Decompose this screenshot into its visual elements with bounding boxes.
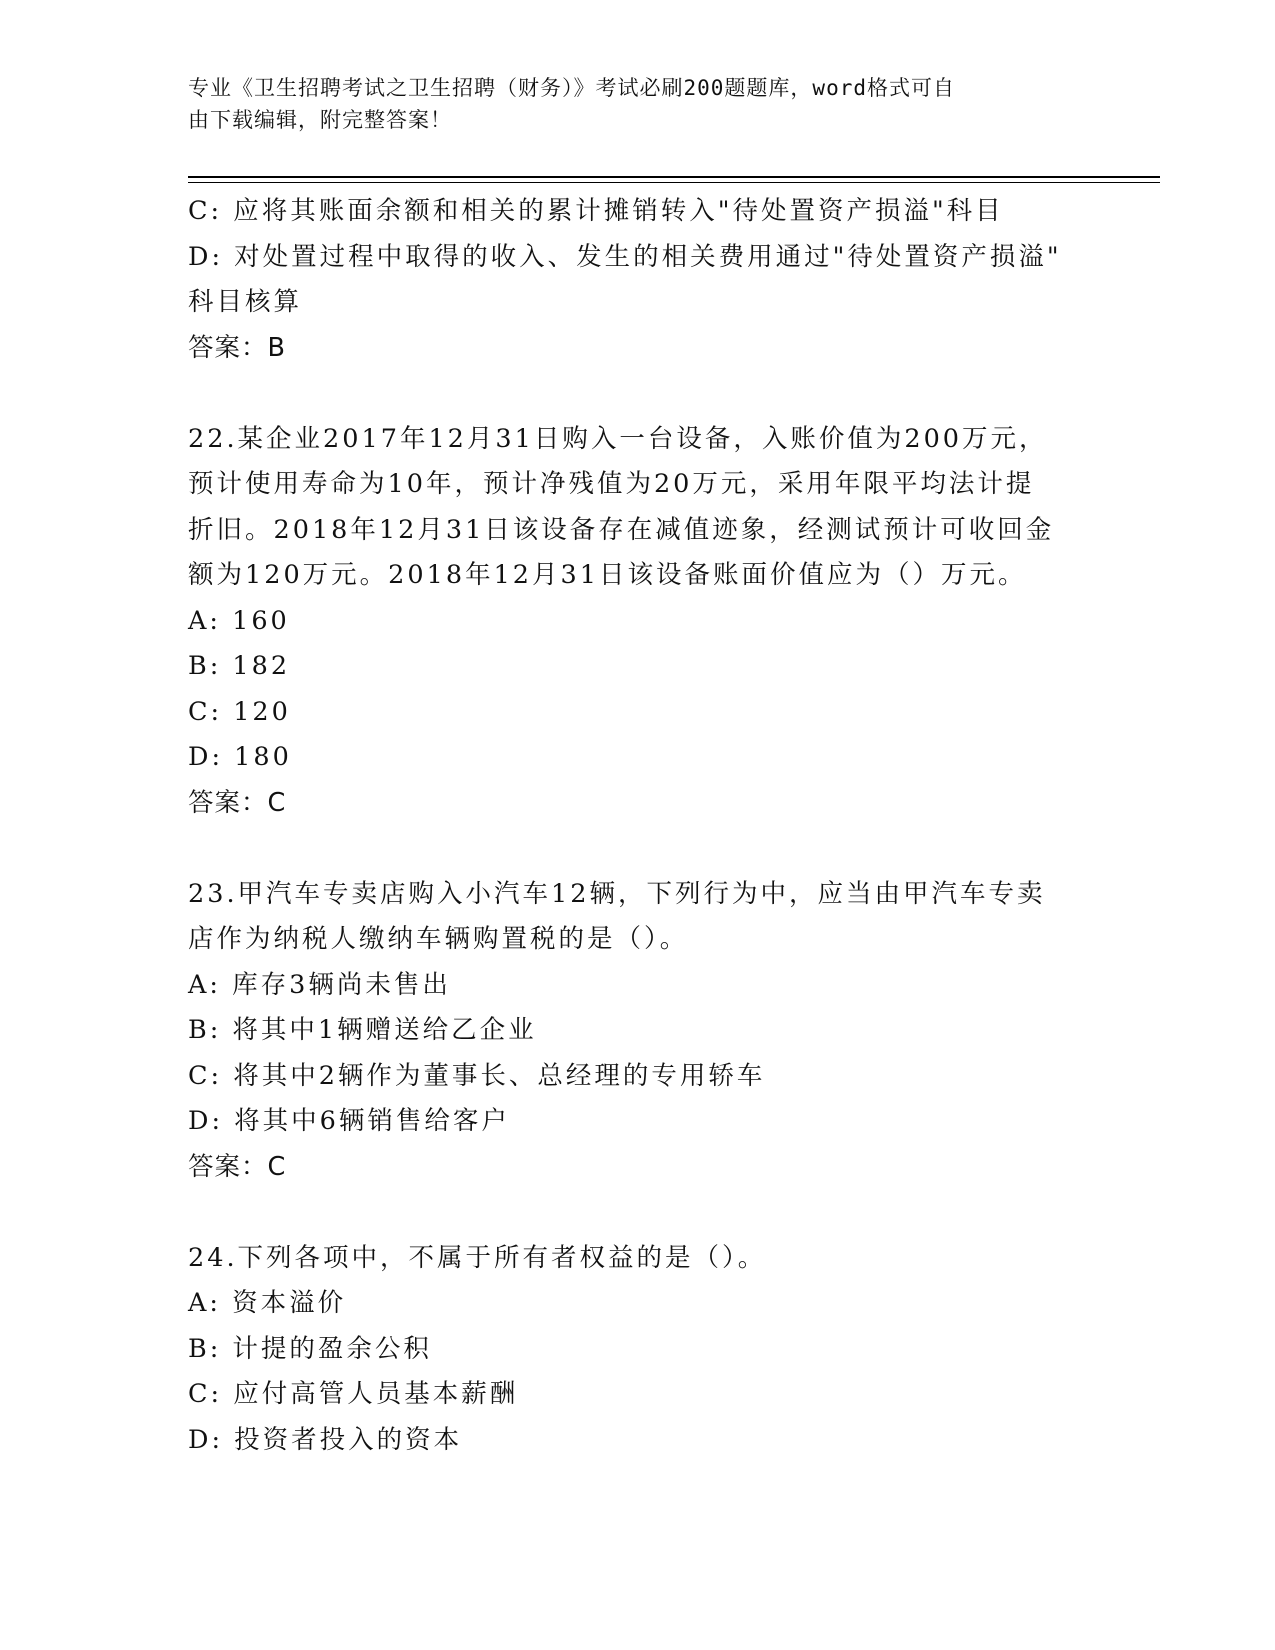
question-stem-line: 22.某企业2017年12月31日购入一台设备，入账价值为200万元， <box>188 423 1048 454</box>
question-21-tail <box>188 189 1088 371</box>
header-rule-thin <box>188 182 1160 183</box>
document-header <box>188 72 1088 136</box>
header-rule-thick <box>188 176 1160 178</box>
option-b: B: 计提的盈余公积 <box>188 1333 432 1364</box>
answer: 答案：B <box>188 332 286 363</box>
option-b: B: 将其中1辆赠送给乙企业 <box>188 1015 537 1045</box>
question-stem-line: 24.下列各项中，不属于所有者权益的是（）。 <box>188 1242 767 1273</box>
question-stem-line: 23.甲汽车专卖店购入小汽车12辆，下列行为中，应当由甲汽车专卖 <box>188 878 1046 909</box>
option-d: D: 投资者投入的资本 <box>188 1424 463 1455</box>
option-d: D: 将其中6辆销售给客户 <box>188 1106 510 1136</box>
option-b: B: 182 <box>188 651 291 681</box>
option-a: A: 库存3辆尚未售出 <box>188 969 451 1000</box>
option-d: D: 对处置过程中取得的收入、发生的相关费用通过"待处置资产损溢" <box>188 241 1062 272</box>
question-stem-line: 额为120万元。2018年12月31日该设备账面价值应为（）万元。 <box>188 560 1027 590</box>
option-c: C: 应将其账面余额和相关的累计摊销转入"待处置资产损溢"科目 <box>188 196 1004 226</box>
option-c: C: 120 <box>188 696 291 727</box>
option-d: D: 180 <box>188 742 292 772</box>
option-a: A: 资本溢价 <box>188 1288 347 1318</box>
option-d-continued: 科目核算 <box>188 287 303 317</box>
answer: 答案：C <box>188 1151 287 1182</box>
header-line: 专业《卫生招聘考试之卫生招聘（财务）》考试必刷200题题库，word格式可自 <box>188 76 955 100</box>
option-c: C: 应付高管人员基本薪酬 <box>188 1379 519 1409</box>
option-a: A: 160 <box>188 605 290 636</box>
option-c: C: 将其中2辆作为董事长、总经理的专用轿车 <box>188 1060 766 1091</box>
header-line: 由下载编辑，附完整答案！ <box>188 108 452 132</box>
question-list <box>188 189 1088 1463</box>
question-stem-line: 店作为纳税人缴纳车辆购置税的是（）。 <box>188 924 689 954</box>
question-22 <box>188 417 1088 827</box>
answer: 答案：C <box>188 787 287 818</box>
question-stem-line: 折旧。2018年12月31日该设备存在减值迹象，经测试预计可收回金 <box>188 514 1055 545</box>
question-23 <box>188 872 1088 1191</box>
question-stem-line: 预计使用寿命为10年，预计净残值为20万元，采用年限平均法计提 <box>188 469 1035 499</box>
question-24 <box>188 1236 1088 1464</box>
